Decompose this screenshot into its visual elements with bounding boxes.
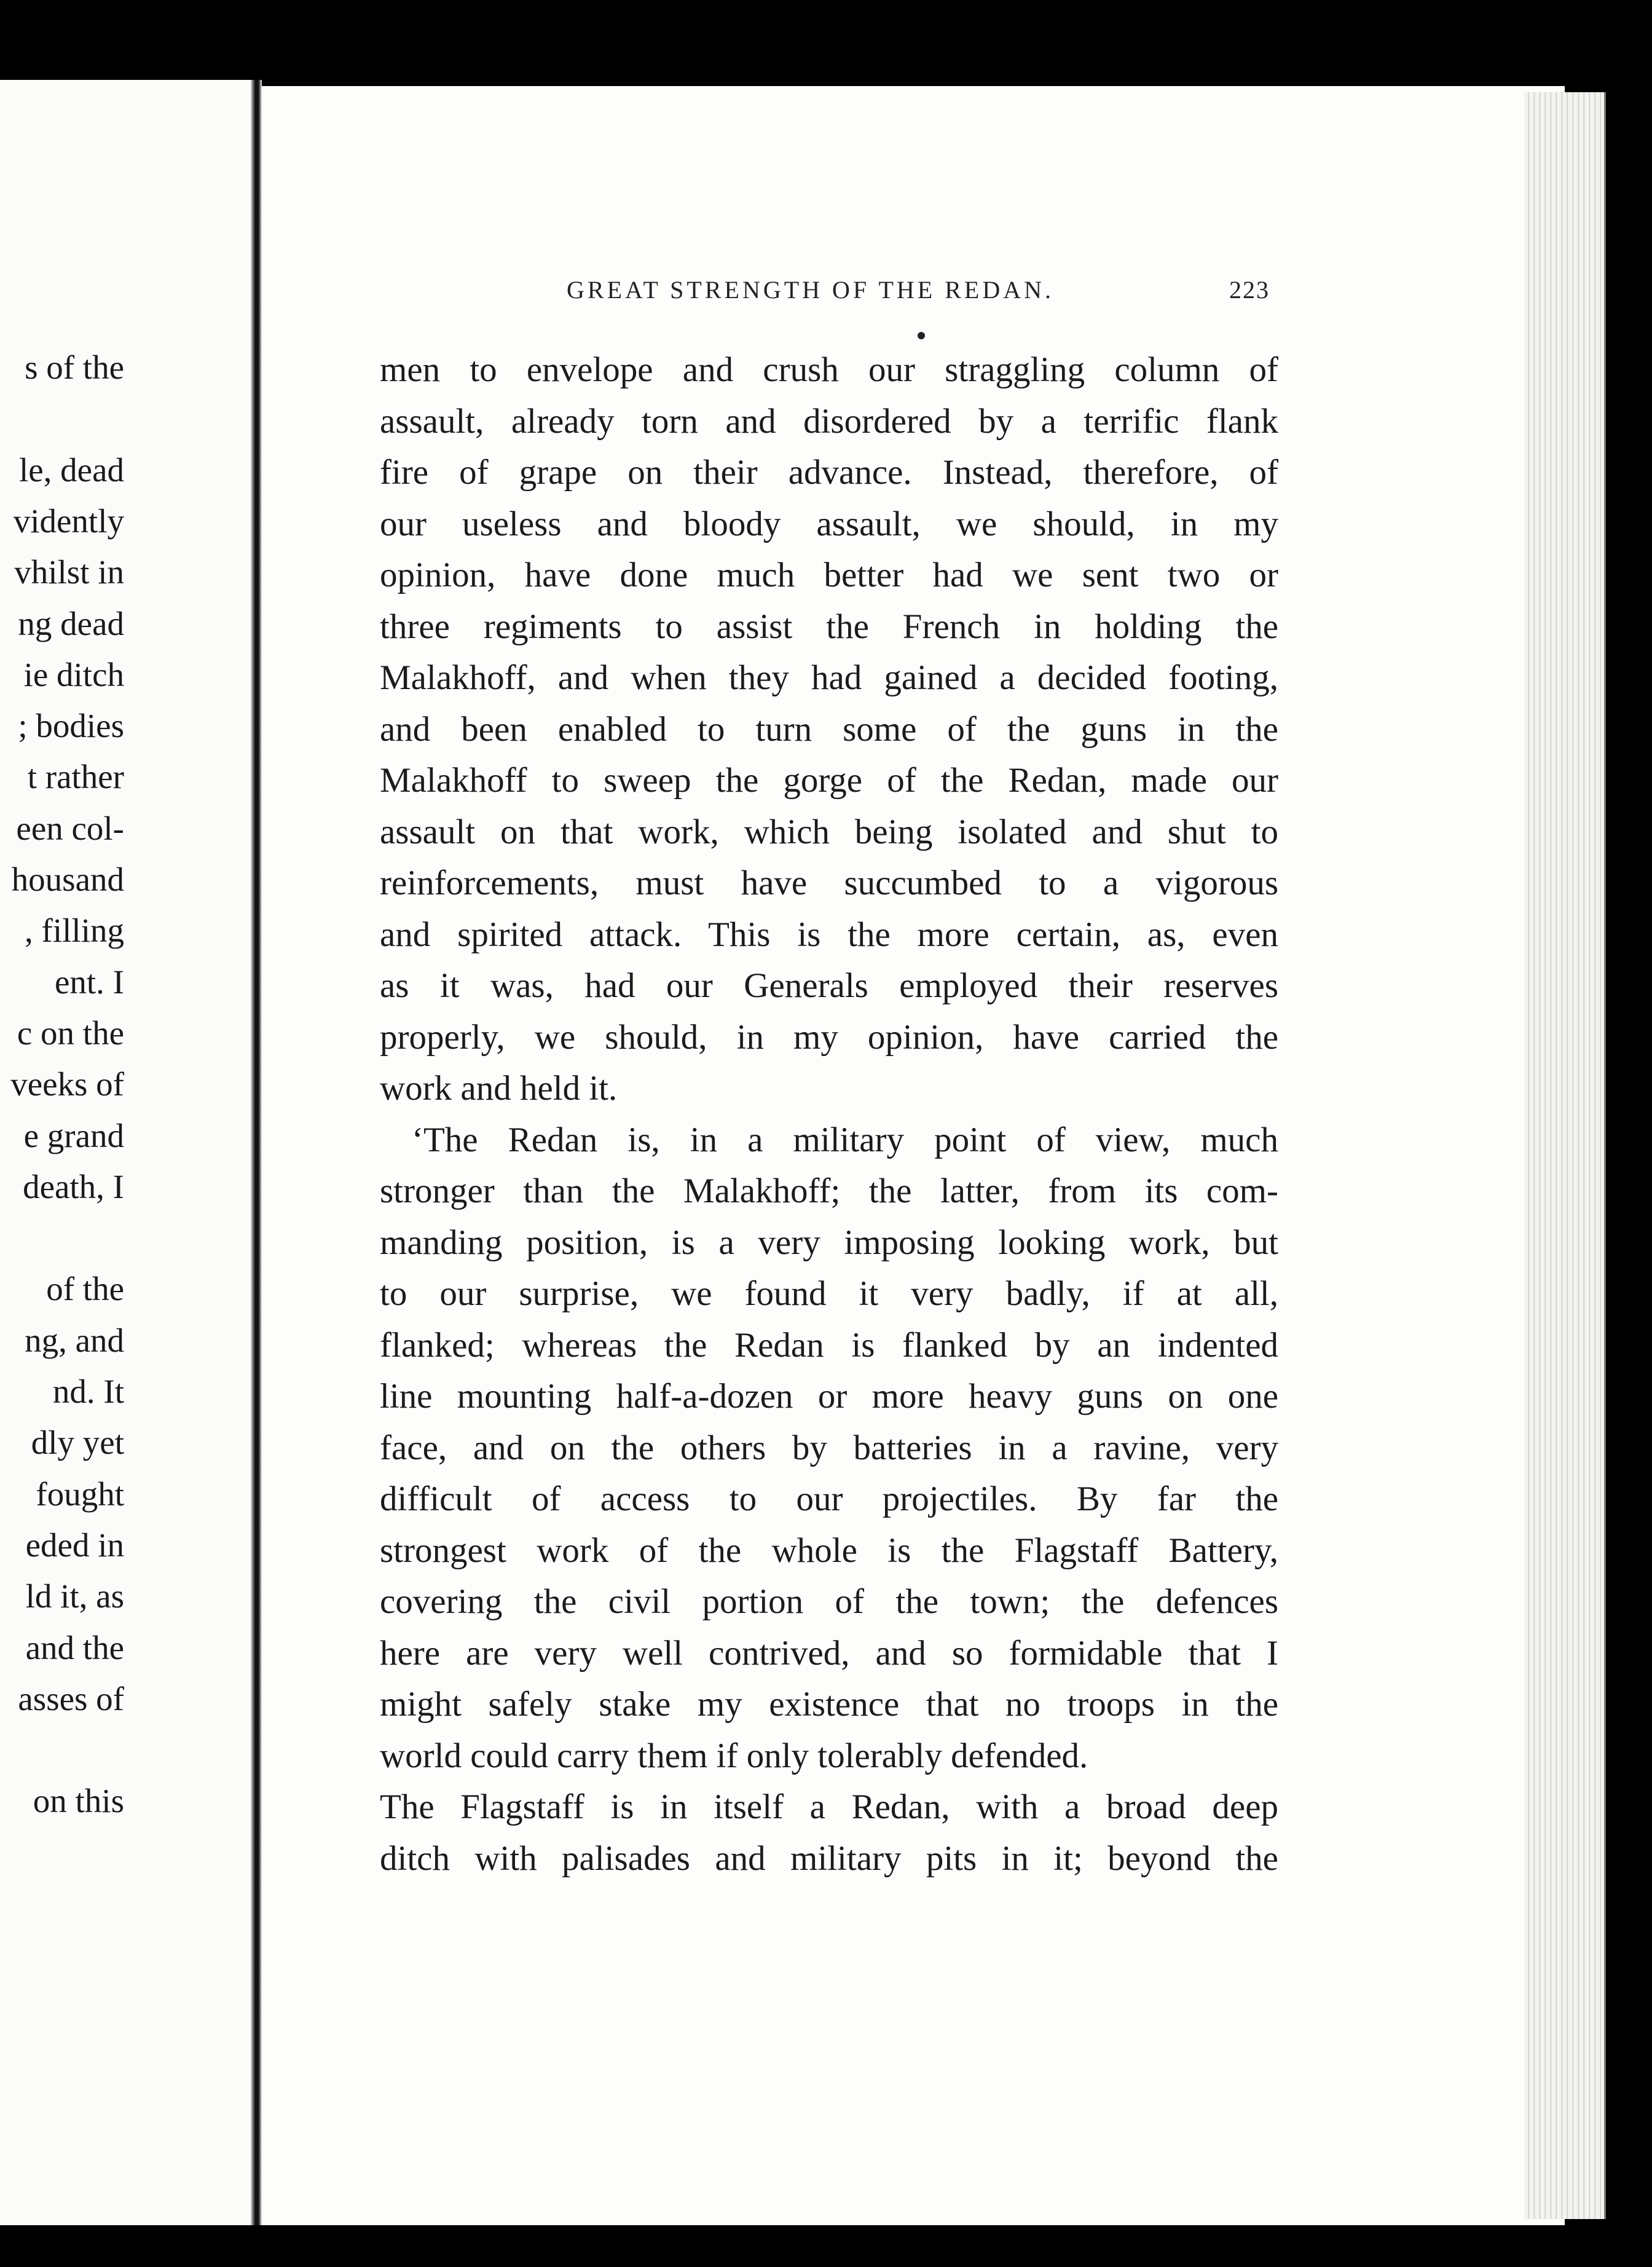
page-edges — [1524, 92, 1606, 2219]
facing-page-line: vhilst in — [14, 553, 124, 591]
facing-page-line: ent. I — [54, 963, 124, 1001]
facing-page-line: fought — [36, 1475, 124, 1513]
body-line: flanked; whereas the Redan is flanked by an indented — [380, 1325, 1278, 1365]
body-line: face, and on the others by batteries in a ravine, very — [380, 1428, 1278, 1467]
facing-page-line: , filling — [25, 912, 124, 950]
page-number: 223 — [1229, 276, 1270, 304]
body-line: our useless and bloody assault, we should, in my — [380, 504, 1278, 543]
body-line: might safely stake my existence that no troops in the — [380, 1685, 1278, 1724]
body-line: to our surprise, we found it very badly, if at all, — [380, 1274, 1278, 1313]
body-line: Malakhoff, and when they had gained a decided footing, — [380, 658, 1278, 697]
facing-page-left — [0, 80, 251, 2225]
running-head-title: GREAT STRENGTH OF THE REDAN. — [567, 276, 1054, 304]
facing-page-line: s of the — [25, 349, 124, 386]
body-line: as it was, had our Generals employed their reserves — [380, 966, 1278, 1005]
body-line: strongest work of the whole is the Flagstaff Battery, — [380, 1531, 1278, 1570]
facing-page-line: e grand — [23, 1116, 124, 1154]
body-line: opinion, have done much better had we sent two or — [380, 556, 1278, 594]
facing-page-line: and the — [25, 1628, 124, 1666]
facing-page-line: een col- — [16, 809, 124, 847]
body-line: line mounting half-a-dozen or more heavy guns on one — [380, 1377, 1278, 1416]
facing-page-line: t rather — [27, 758, 124, 796]
body-line: Malakhoff to sweep the gorge of the Redan, made our — [380, 761, 1278, 800]
body-line: work and held it. — [380, 1069, 618, 1108]
body-line: reinforcements, must have succumbed to a vigorous — [380, 864, 1278, 902]
facing-page-line: vidently — [13, 502, 124, 540]
facing-page-line: asses of — [18, 1679, 124, 1717]
body-line: manding position, is a very imposing looking work, but — [380, 1223, 1278, 1262]
facing-page-line: ng dead — [18, 604, 124, 642]
facing-page-line: eded in — [25, 1526, 124, 1564]
facing-page-line: housand — [11, 861, 124, 898]
facing-page-line: on this — [33, 1782, 124, 1820]
body-line: properly, we should, in my opinion, have carried the — [380, 1017, 1278, 1057]
body-line: assault on that work, which being isolated and shut to — [380, 812, 1278, 851]
facing-page-line: dly yet — [31, 1424, 124, 1462]
facing-page-line: ng, and — [25, 1321, 124, 1359]
body-line: covering the civil portion of the town; the defences — [380, 1582, 1278, 1621]
facing-page-line: c on the — [17, 1014, 124, 1052]
facing-page-line: nd. It — [52, 1373, 124, 1410]
body-line: men to envelope and crush our straggling column of — [380, 350, 1278, 389]
body-line: assault, already torn and disordered by a terrific flank — [380, 401, 1278, 441]
body-line: fire of grape on their advance. Instead, therefore, of — [380, 453, 1278, 492]
facing-page-line: ie ditch — [23, 655, 124, 693]
body-line: and been enabled to turn some of the guns in the — [380, 709, 1278, 749]
facing-page-line: veeks of — [10, 1065, 124, 1103]
body-line: three regiments to assist the French in holding the — [380, 607, 1278, 646]
body-line: and spirited attack. This is the more certain, as, even — [380, 915, 1278, 954]
body-line: stronger than the Malakhoff; the latter, from its com- — [380, 1172, 1278, 1210]
book-gutter — [251, 80, 262, 2225]
facing-page-line: ld it, as — [25, 1577, 124, 1615]
body-text — [380, 344, 1278, 1884]
facing-page-line: of the — [46, 1270, 124, 1308]
body-line: ‘The Redan is, in a military point of view, much — [412, 1120, 1278, 1159]
facing-page-line: le, dead — [18, 451, 124, 489]
body-line: here are very well contrived, and so formidable that I — [380, 1633, 1278, 1673]
body-line: ditch with palisades and military pits in it; beyond the — [380, 1839, 1278, 1878]
facing-page-line: ; bodies — [18, 707, 124, 745]
ink-dot — [918, 332, 925, 339]
body-line: difficult of access to our projectiles. By far the — [380, 1480, 1278, 1518]
body-line: The Flagstaff is in itself a Redan, with a broad deep — [380, 1788, 1278, 1826]
facing-page-line: death, I — [23, 1167, 124, 1205]
body-line: world could carry them if only tolerably defended. — [380, 1736, 1088, 1775]
